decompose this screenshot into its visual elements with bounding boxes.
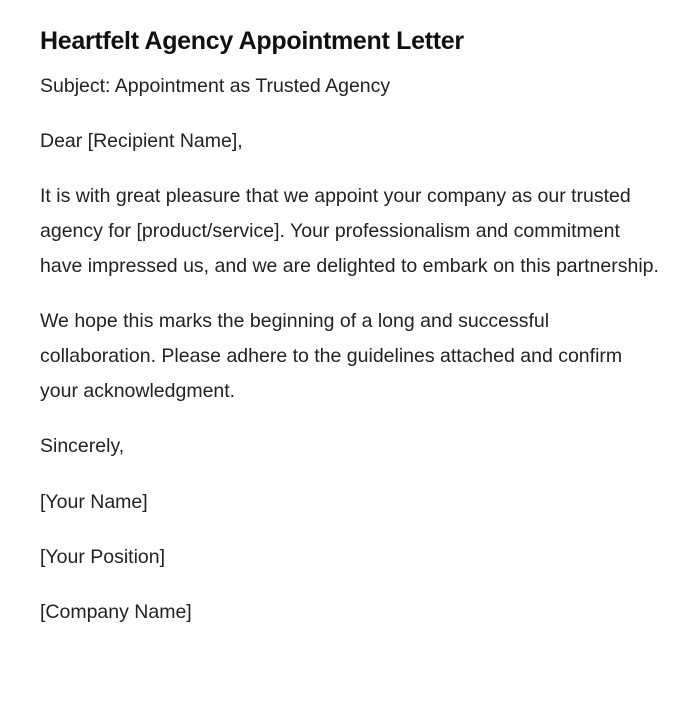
letter-paragraph-1: It is with great pleasure that we appoint your company as our trusted agency for [product/service]. Your professionalism and commitment have impressed us, and we are delighted to embark on this partnership.: [40, 185, 659, 277]
letter-salutation: Dear [Recipient Name],: [40, 130, 243, 152]
letter-document: [40, 24, 660, 630]
signature-name: [Your Name]: [40, 491, 148, 513]
signature-company: [Company Name]: [40, 601, 192, 623]
signature-position: [Your Position]: [40, 546, 166, 568]
letter-paragraph-2: We hope this marks the beginning of a long and successful collaboration. Please adhere to the guidelines attached and confirm your acknowledgment.: [40, 310, 623, 402]
letter-closing: Sincerely,: [40, 435, 125, 457]
letter-subject: Subject: Appointment as Trusted Agency: [40, 75, 391, 97]
letter-title: Heartfelt Agency Appointment Letter: [40, 27, 464, 55]
